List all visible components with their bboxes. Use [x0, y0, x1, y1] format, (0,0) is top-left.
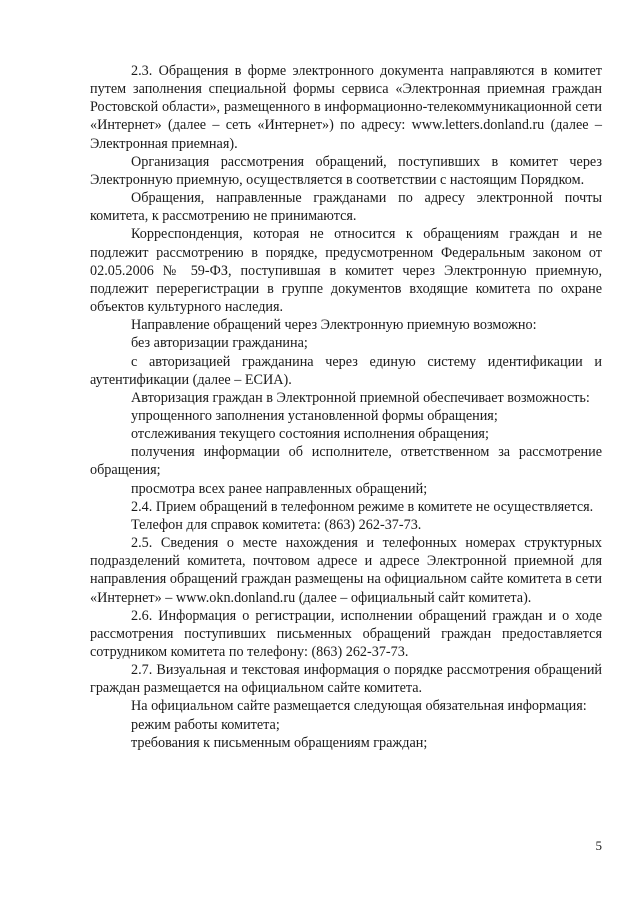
list-item-work-hours: режим работы комитета; — [131, 716, 280, 733]
document-body — [90, 62, 602, 752]
list-item-simplified-form: упрощенного заполнения установленной формы обращения; — [131, 407, 498, 424]
paragraph-2-5: 2.5. Сведения о месте нахождения и телефонных номерах структурных подразделений комитета, почтовом адресе и адресе Электронной приемной для направления обращений граждан размещены на официальном сайте комитета в сети «Интернет» – www.okn.donland.ru (далее – официальный сайт комитета). — [90, 535, 602, 606]
paragraph-organization: Организация рассмотрения обращений, поступивших в комитет через Электронную приемную, осуществляется в соответствии с настоящим Порядком. — [90, 153, 602, 188]
paragraph-auth-benefits: Авторизация граждан в Электронной приемной обеспечивает возможность: — [131, 389, 590, 406]
page-number: 5 — [595, 838, 602, 853]
paragraph-2-3: 2.3. Обращения в форме электронного документа направляются в комитет путем заполнения специальной формы сервиса «Электронная приемная граждан Ростовской области», размещенного в информационно-телекоммуникационной сети «Интернет» (далее – сеть «Интернет») по адресу: www.letters.donland.ru (далее – Электронная приемная). — [90, 63, 602, 152]
paragraph-site-info: На официальном сайте размещается следующая обязательная информация: — [131, 698, 587, 715]
paragraph-submission-options: Направление обращений через Электронную приемную возможно: — [131, 317, 537, 334]
list-item-no-auth: без авторизации гражданина; — [131, 335, 308, 352]
list-item-esia-auth: с авторизацией гражданина через единую систему идентификации и аутентификации (далее – ЕСИА). — [90, 353, 602, 388]
paragraph-phone: Телефон для справок комитета: (863) 262-37-73. — [131, 516, 422, 533]
paragraph-2-6: 2.6. Информация о регистрации, исполнении обращений граждан и о ходе рассмотрения поступивших письменных обращений граждан предоставляется сотрудником комитета по телефону: (863) 262-37-73. — [90, 607, 602, 660]
paragraph-correspondence: Корреспонденция, которая не относится к обращениям граждан и не подлежит рассмотрению в порядке, предусмотренном Федеральным законом от 02.05.2006 № 59-ФЗ, поступившая в комитет через Электронную приемную, подлежит перерегистрации в группе документов входящие комитета по охране объектов культурного наследия. — [90, 226, 602, 316]
list-item-tracking: отслеживания текущего состояния исполнения обращения; — [131, 426, 489, 443]
list-item-view-history: просмотра всех ранее направленных обращений; — [131, 480, 428, 497]
paragraph-email-not-accepted: Обращения, направленные гражданами по адресу электронной почты комитета, к рассмотрению не принимаются. — [90, 190, 602, 225]
list-item-requirements: требования к письменным обращениям граждан; — [131, 734, 428, 751]
paragraph-2-7: 2.7. Визуальная и текстовая информация о порядке рассмотрения обращений граждан размещается на официальном сайте комитета. — [90, 662, 602, 697]
list-item-executor-info: получения информации об исполнителе, ответственном за рассмотрение обращения; — [90, 444, 602, 479]
paragraph-2-4: 2.4. Прием обращений в телефонном режиме в комитете не осуществляется. — [131, 498, 594, 515]
